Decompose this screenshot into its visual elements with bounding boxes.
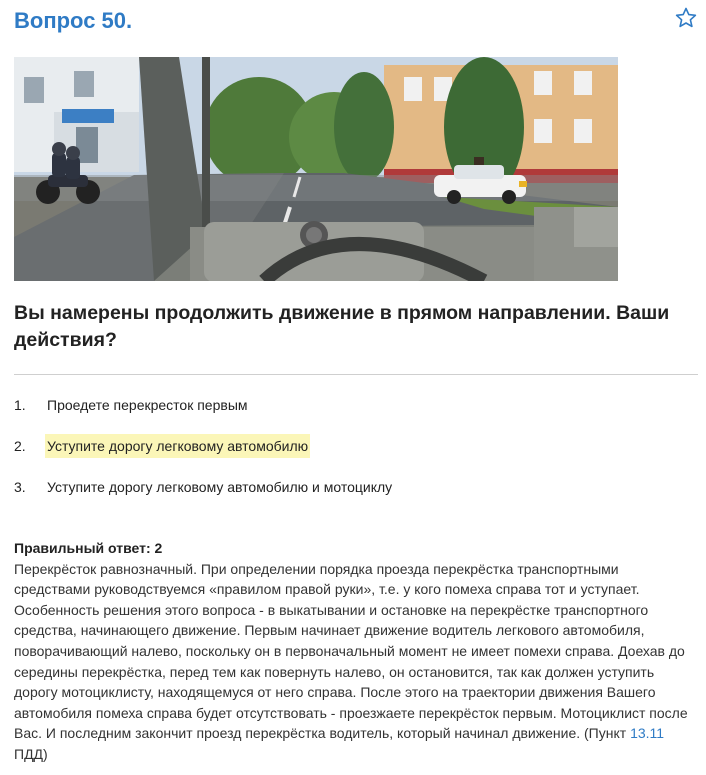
answer-number: 2. (14, 438, 26, 454)
question-title: Вопрос 50. (14, 8, 133, 33)
answer-text: Уступите дорогу легковому автомобилю и мотоциклу (47, 479, 393, 495)
correct-answer-label: Правильный ответ: 2 (14, 540, 163, 556)
rule-link[interactable]: 13.11 (630, 725, 665, 742)
divider (14, 374, 698, 375)
question-text: Вы намерены продолжить движение в прямом направлении. Ваши действия? (14, 302, 670, 351)
favorite-button[interactable] (674, 6, 698, 30)
answer-text: Проедете перекресток первым (47, 397, 248, 413)
star-outline-icon (674, 6, 698, 30)
explanation (14, 538, 698, 765)
explanation-tail: ПДД) (14, 745, 48, 762)
answer-option-1[interactable] (14, 393, 698, 434)
answer-option-3[interactable] (14, 475, 698, 516)
answer-text-highlighted: Уступите дорогу легковому автомобилю (45, 434, 310, 458)
answer-option-2[interactable] (14, 434, 698, 475)
answer-number: 1. (14, 397, 26, 413)
explanation-text: Перекрёсток равнозначный. При определении порядка проезда перекрёстка транспортными средствами руководствуемся «правилом правой руки», т.е. у кого помеха справа тот и уступает. Особенность решения этого вопроса - в выкатывании и остановке на перекрёстке транспортного средства, начинающего движение. Первым начинает движение водитель легкового автомобиля, поворачивающий налево, поскольку он в первоначальный момент не имеет помехи справа. Доехав до середины перекрёстка, перед тем как повернуть налево, он остановится, так как должен уступить дорогу мотоциклисту, находящемуся от него справа. После этого на траектории движения Вашего автомобиля помеха справа будет отсутствовать - проезжаете перекрёсток первым. Мотоциклист после Вас. И последним закончит проезд перекрёстка водитель, который начинал движение. (Пункт (14, 560, 688, 742)
answer-list (14, 393, 698, 516)
answer-number: 3. (14, 479, 26, 495)
question-image (14, 57, 618, 281)
